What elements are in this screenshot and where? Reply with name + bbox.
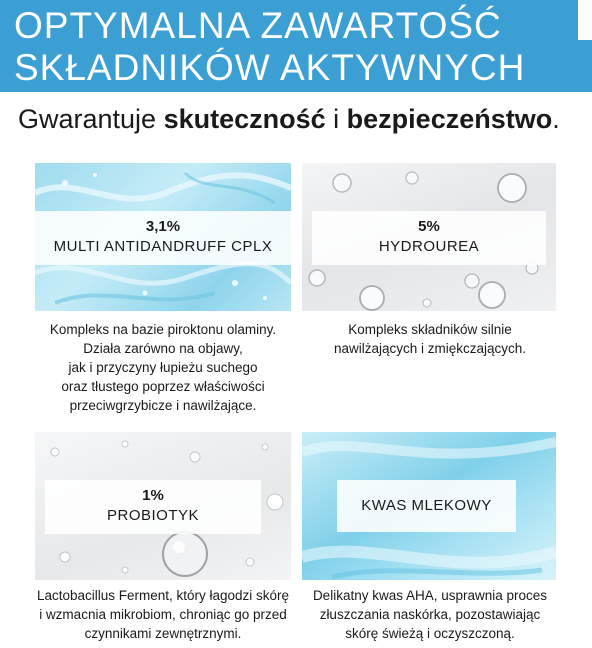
ingredient-percent: 5% — [418, 218, 440, 235]
ingredient-tile-hydrourea — [302, 163, 556, 311]
ingredient-name: HYDROUREA — [378, 238, 480, 255]
description-line: przeciwgrzybicze i nawilżające. — [69, 398, 257, 413]
subtitle — [18, 102, 560, 136]
subtitle-bold-effectiveness: skuteczność — [163, 104, 326, 134]
description-line: Kompleks na bazie piroktonu olaminy. — [49, 322, 277, 337]
ingredient-name: PROBIOTYK — [106, 507, 200, 524]
header-accent — [578, 40, 592, 92]
subtitle-middle: i — [325, 104, 347, 134]
ingredient-label — [337, 480, 516, 532]
ingredient-percent: 3,1% — [145, 218, 181, 235]
subtitle-bold-safety: bezpieczeństwo — [346, 104, 553, 134]
description-line: nawilżających i zmiękczających. — [333, 341, 527, 356]
ingredient-tile-lactic-acid — [302, 432, 556, 580]
description-line: czynnikami zewnętrznymi. — [84, 626, 242, 641]
ingredient-label — [35, 211, 291, 265]
ingredient-name: KWAS MLEKOWY — [361, 497, 492, 514]
description-line: złuszczania naskórka, pozostawiając — [319, 607, 541, 622]
description-line: jak i przyczyny łupieżu suchego — [68, 360, 258, 375]
subtitle-suffix: . — [552, 104, 560, 134]
ingredient-tile-probiotic — [35, 432, 291, 580]
header-title-line1: OPTYMALNA ZAWARTOŚĆ — [14, 5, 502, 46]
description-line: oraz tłustego poprzez właściwości — [61, 379, 265, 394]
ingredient-description-probiotic — [10, 586, 316, 643]
description-line: Działa zarówno na objawy, — [83, 341, 243, 356]
ingredient-label — [45, 480, 261, 534]
ingredient-percent: 1% — [142, 487, 164, 504]
header-banner — [0, 0, 578, 92]
subtitle-prefix: Gwarantuje — [18, 104, 164, 134]
description-line: skórę świeżą i oczyszczoną. — [345, 626, 515, 641]
ingredient-description-hydrourea — [290, 320, 570, 358]
description-line: Delikatny kwas AHA, usprawnia proces — [312, 588, 548, 603]
ingredient-description-lactic-acid — [288, 586, 572, 643]
ingredient-label — [312, 211, 546, 265]
description-line: i wzmacnia mikrobiom, chroniąc go przed — [39, 607, 287, 622]
description-line: Kompleks składników silnie — [348, 322, 512, 337]
header-title-line2: SKŁADNIKÓW AKTYWNYCH — [14, 47, 526, 88]
ingredient-tile-antidandruff — [35, 163, 291, 311]
ingredient-name: MULTI ANTIDANDRUFF CPLX — [53, 238, 273, 255]
ingredient-description-antidandruff — [10, 320, 316, 415]
description-line: Lactobacillus Ferment, który łagodzi skórę — [36, 588, 290, 603]
